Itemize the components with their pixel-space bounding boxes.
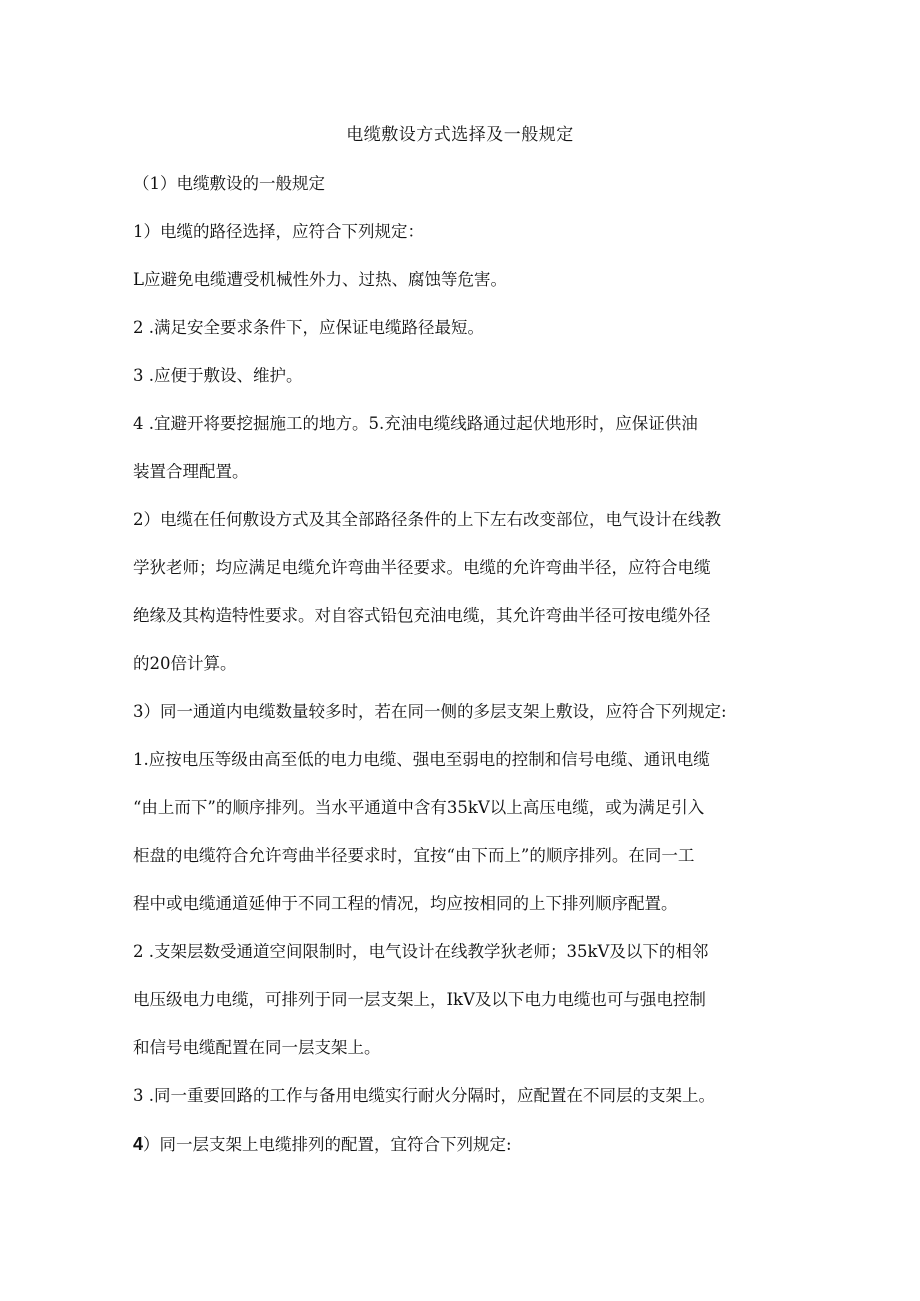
paragraph: 2 .支架层数受通道空间限制时，电气设计在线教学狄老师；35kV及以下的相邻 xyxy=(133,942,709,961)
paragraph: 1）电缆的路径选择，应符合下列规定： xyxy=(133,222,424,241)
paragraph-last-text: ）同一层支架上电缆排列的配置，宜符合下列规定: xyxy=(143,1135,512,1154)
document-body xyxy=(133,172,798,1181)
paragraph: 装置合理配置。 xyxy=(133,462,249,481)
paragraph: 4 .宜避开将要挖掘施工的地方。5.充油电缆线路通过起伏地形时，应保证供油 xyxy=(133,414,698,433)
paragraph: 2 .满足安全要求条件下，应保证电缆路径最短。 xyxy=(133,318,484,337)
paragraph: 学狄老师；均应满足电缆允许弯曲半径要求。电缆的允许弯曲半径，应符合电缆 xyxy=(133,558,711,577)
paragraph-last xyxy=(133,1132,798,1157)
paragraph: 和信号电缆配置在同一层支架上。 xyxy=(133,1038,381,1057)
bold-number: 4 xyxy=(133,1134,144,1154)
document-title: 电缆敷设方式选择及一般规定 xyxy=(346,125,574,145)
paragraph: L应避免电缆遭受机械性外力、过热、腐蚀等危害。 xyxy=(133,270,507,289)
paragraph: “由上而下”的顺序排列。当水平通道中含有35kV以上高压电缆，或为满足引入 xyxy=(133,798,705,817)
paragraph: 1.应按电压等级由高至低的电力电缆、强电至弱电的控制和信号电缆、通讯电缆 xyxy=(133,750,710,769)
section-heading: （1）电缆敷设的一般规定 xyxy=(133,174,325,193)
paragraph: 程中或电缆通道延伸于不同工程的情况，均应按相同的上下排列顺序配置。 xyxy=(133,894,678,913)
paragraph: 柜盘的电缆符合允许弯曲半径要求时，宜按“由下而上”的顺序排列。在同一工 xyxy=(133,846,695,865)
paragraph: 3 .同一重要回路的工作与备用电缆实行耐火分隔时，应配置在不同层的支架上。 xyxy=(133,1086,715,1105)
paragraph: 2）电缆在任何敷设方式及其全部路径条件的上下左右改变部位，电气设计在线教 xyxy=(133,510,721,529)
paragraph: 3 .应便于敷设、维护。 xyxy=(133,366,303,385)
paragraph: 3）同一通道内电缆数量较多时，若在同一侧的多层支架上敷设，应符合下列规定: xyxy=(133,702,727,721)
paragraph: 绝缘及其构造特性要求。对自容式铅包充油电缆，其允许弯曲半径可按电缆外径 xyxy=(133,606,711,625)
paragraph: 电压级电力电缆，可排列于同一层支架上，IkV及以下电力电缆也可与强电控制 xyxy=(133,990,706,1009)
paragraph: 的20倍计算。 xyxy=(133,654,237,673)
